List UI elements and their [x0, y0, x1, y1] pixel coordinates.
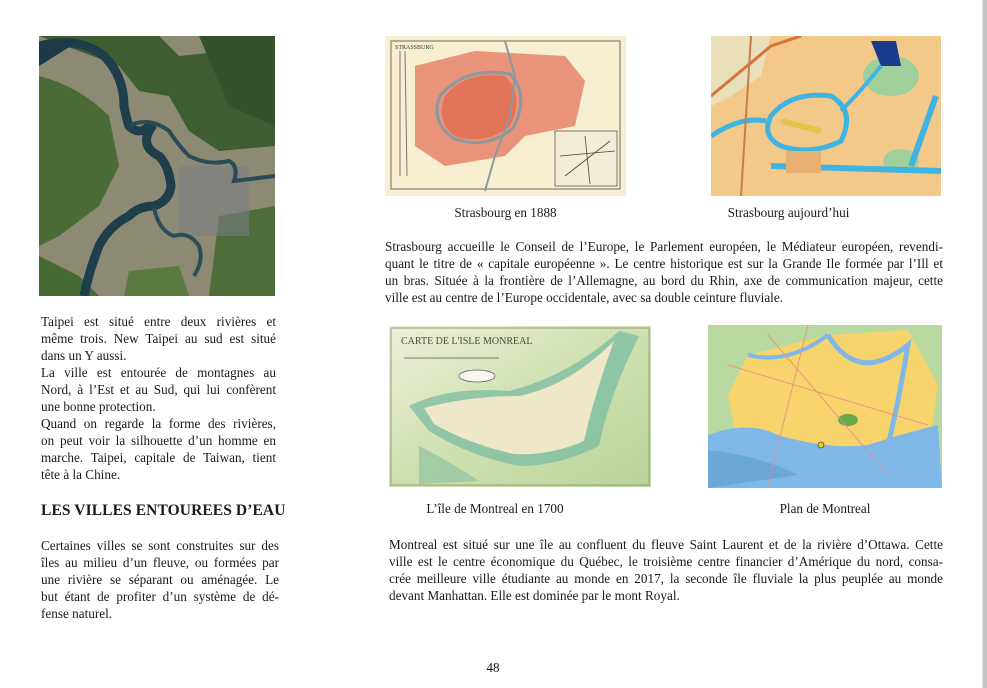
text-line: crée meilleure ville étudiante au monde en 2017, la seconde île fluviale la plus peuplée au monde	[389, 571, 943, 586]
text-line: fense naturel.	[41, 606, 113, 621]
text-line: dans un Y aussi.	[41, 348, 127, 363]
text-line: ville est au centre de l’Europe occidentale, avec sa double ceinture fluviale.	[385, 290, 784, 305]
text-line: ville est le centre économique du Québec, le troisième centre financier d’Amérique du nord, consa-	[389, 554, 943, 569]
caption-montreal-plan: Plan de Montreal	[779, 501, 871, 516]
text-line: Strasbourg accueille le Conseil de l’Europe, le Parlement européen, le Médiateur européen, revendi-	[385, 239, 943, 254]
taipei-paragraph	[41, 313, 276, 483]
caption-montreal-1700: L’île de Montreal en 1700	[426, 501, 564, 516]
strasbourg-modern-map	[711, 36, 941, 196]
text-line: La ville est entourée de montagnes au	[41, 365, 276, 380]
text-line: Taipei est situé entre deux rivières et	[41, 314, 276, 329]
old-map-title: CARTE DE L'ISLE MONREAL	[401, 336, 533, 347]
text-line: Certaines villes se sont construites sur des	[41, 538, 279, 553]
old-map-title: STRASSBURG	[395, 45, 434, 51]
text-line: tête à la Chine.	[41, 467, 121, 482]
text-line: Quand on regarde la forme des rivières,	[41, 416, 276, 431]
text-line: marche. Taipei, capitale de Taiwan, tient	[41, 450, 276, 465]
montreal-plan-map	[708, 325, 942, 488]
text-line: quant le titre de « capitale européenne ». Le centre historique est sur la Grande Ile formée par l’Ill et	[385, 256, 943, 271]
intro-paragraph	[41, 537, 279, 622]
section-heading: LES VILLES ENTOUREES D’EAU	[41, 502, 286, 519]
text-line: un bras. Située à la frontière de l’Allemagne, au bord du Rhin, axe de communication majeur, cette	[385, 273, 943, 288]
caption-strasbourg-1888: Strasbourg en 1888	[454, 205, 557, 220]
text-line: devant Manhattan. Elle est dominée par le mont Royal.	[389, 588, 680, 603]
strasbourg-1888-map	[385, 36, 626, 196]
text-line: une bonne protection.	[41, 399, 156, 414]
caption-strasbourg-today: Strasbourg aujourd’hui	[727, 205, 850, 220]
montreal-1700-map	[389, 326, 651, 487]
text-line: îles au milieu d’un fleuve, ou formées par	[41, 555, 279, 570]
vertical-scrollbar[interactable]	[982, 0, 987, 688]
text-line: but étant de profiter d’un système de dé-	[41, 589, 279, 604]
text-line: Montreal est situé sur une île au confluent du fleuve Saint Laurent et de la rivière d’Ottawa. Cette	[389, 537, 943, 552]
text-line: on peut voir la silhouette d’un homme en	[41, 433, 276, 448]
text-line: Nord, à l’Est et au Sud, qui lui confèrent	[41, 382, 276, 397]
strasbourg-paragraph	[385, 238, 943, 306]
montreal-paragraph	[389, 536, 943, 604]
page-number: 48	[486, 660, 500, 675]
text-line: même trois. New Taipei au sud est situé	[41, 331, 276, 346]
text-line: une rivière se séparant ou aménagée. Le	[41, 572, 279, 587]
taipei-satellite-image	[39, 36, 275, 296]
